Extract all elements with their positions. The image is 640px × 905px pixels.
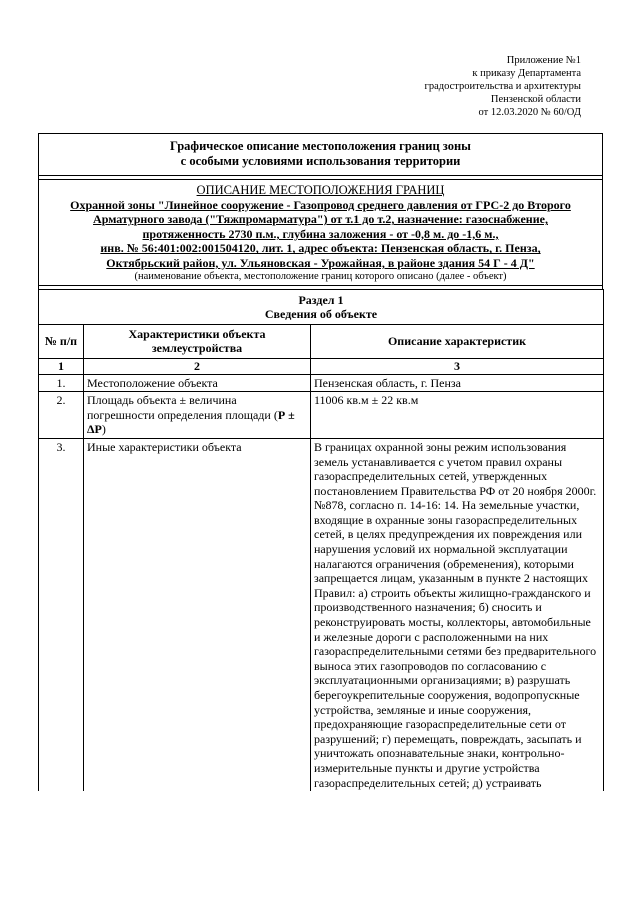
appendix-line: от 12.03.2020 № 60/ОД xyxy=(478,107,581,118)
row-characteristic: Местоположение объекта xyxy=(84,374,311,392)
header-line: с особыми условиями использования территории xyxy=(180,154,461,168)
object-line: Охранной зоны "Линейное сооружение - Газопровод среднего давления от ГРС-2 до Второго xyxy=(70,197,571,212)
table-row xyxy=(39,392,604,439)
section-heading xyxy=(39,289,604,324)
row-num: 2. xyxy=(39,392,84,439)
characteristic-text: Площадь объекта ± величина погрешности определения площади ( xyxy=(87,393,278,422)
appendix-line: градостроительства и архитектуры xyxy=(424,81,581,92)
row-num: 1. xyxy=(39,374,84,392)
characteristic-formula: Р ± ΔР xyxy=(87,407,295,437)
object-line: инв. № 56:401:002:001504120, лит. 1, адрес объекта: Пензенская область, г. Пенза, xyxy=(100,241,541,256)
row-description: Пензенская область, г. Пенза xyxy=(311,374,604,392)
appendix-line: к приказу Департамента xyxy=(472,68,581,79)
table-row xyxy=(39,374,604,392)
section-subtitle: Сведения об объекте xyxy=(264,307,378,322)
appendix-line: Пензенской области xyxy=(490,94,581,105)
characteristic-end: ) xyxy=(101,422,106,437)
column-number: 2 xyxy=(84,358,311,374)
document-frame xyxy=(38,133,603,791)
object-line: Октябрьский район, ул. Ульяновская - Урожайная, в районе здания 54 Г - 4 Д" xyxy=(106,255,535,270)
boundary-description xyxy=(38,179,603,286)
appendix-block xyxy=(381,54,581,119)
header-characteristic: Характеристики объекта землеустройства xyxy=(84,324,311,358)
section-title: Раздел 1 xyxy=(298,292,344,307)
row-description: 11006 кв.м ± 22 кв.м xyxy=(311,392,604,439)
object-info-table xyxy=(38,289,604,792)
header-num: № п/п xyxy=(39,324,84,358)
row-characteristic xyxy=(84,392,311,439)
document-header xyxy=(38,133,603,176)
row-num: 3. xyxy=(39,438,84,791)
column-header-row xyxy=(39,324,604,358)
column-number-row xyxy=(39,358,604,374)
header-line: Графическое описание местоположения границ зоны xyxy=(170,139,471,153)
header-description: Описание характеристик xyxy=(311,324,604,358)
row-description: В границах охранной зоны режим использования земель устанавливается с учетом правил охраны газораспределительных сетей, утвержденных постановлением Правительства РФ от 20 ноября 2000г. №878, согласно п. 14-16: 14. На земельные участки, входящие в охранные зоны газораспределительных сетей, в целях предупреждения их повреждения или нарушения условий их нормальной эксплуатации налагаются ограничения (обременения), которыми запрещается лицам, указанным в пункте 2 настоящих Правил: а) строить объекты жилищно-гражданского и производственного назначения; б) сносить и реконструировать мосты, коллекторы, автомобильные и железные дороги с расположенными на них газораспределительными сетями без предварительного выноса этих газопроводов по согласованию с эксплуатационными организациями; в) разрушать берегоукрепительные сооружения, водопропускные устройства, земляные и иные сооружения, предохраняющие газораспределительные сети от разрушений; г) перемещать, повреждать, засыпать и уничтожать опознавательные знаки, контрольно-измерительные пункты и другие устройства газораспределительных сетей; д) устраивать xyxy=(311,438,604,791)
appendix-line: Приложение №1 xyxy=(506,55,581,66)
column-number: 1 xyxy=(39,358,84,374)
row-characteristic: Иные характеристики объекта xyxy=(84,438,311,791)
section-row xyxy=(39,289,604,324)
column-number: 3 xyxy=(311,358,604,374)
description-title: ОПИСАНИЕ МЕСТОПОЛОЖЕНИЯ ГРАНИЦ xyxy=(196,183,445,197)
table-row xyxy=(39,438,604,791)
object-line: протяженность 2730 п.м., глубина заложения - от -0,8 м. до -1,6 м., xyxy=(142,226,499,241)
object-line: Арматурного завода ("Тяжпромарматура") от т.1 до т.2, назначение: газоснабжение, xyxy=(93,212,548,227)
description-note: (наименование объекта, местоположение границ которого описано (далее - объект) xyxy=(134,270,507,282)
